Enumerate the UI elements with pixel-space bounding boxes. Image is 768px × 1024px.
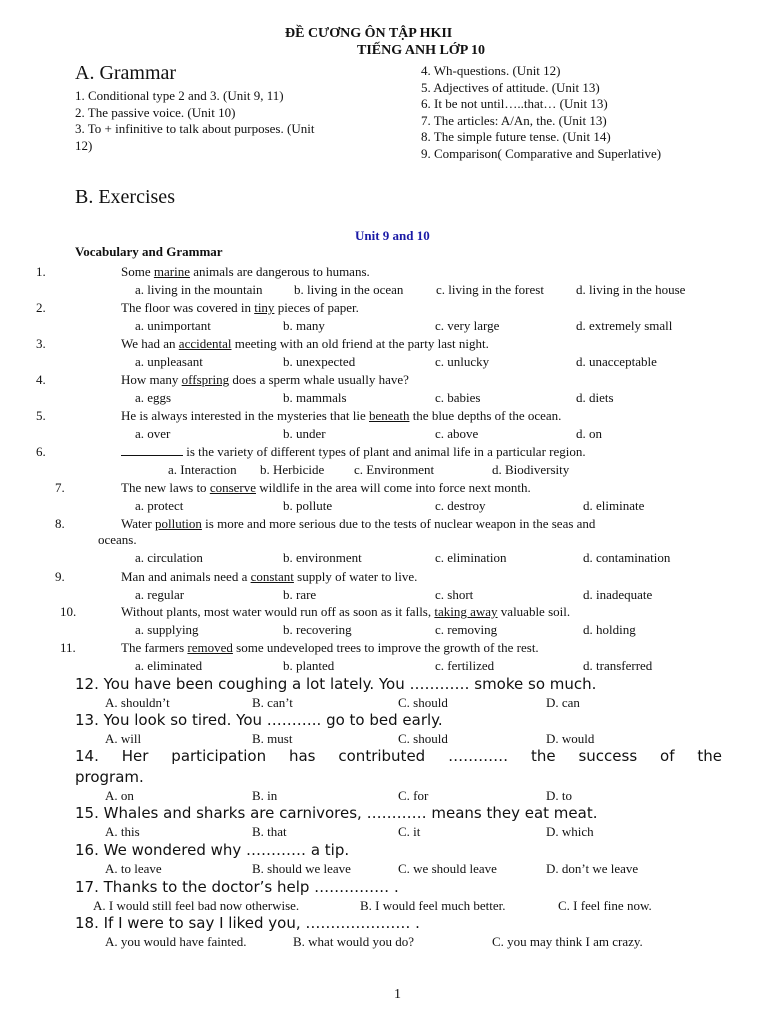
underlined-word: accidental (178, 336, 232, 351)
grammar-item: 6. It be not until…..that… (Unit 13) (421, 96, 608, 111)
question-text (121, 372, 409, 388)
question-text-pre: Some (121, 264, 154, 279)
question-number: 7. (55, 480, 65, 495)
question-text (121, 604, 570, 620)
answer-option: D. would (546, 731, 595, 746)
answer-option: d. Biodiversity (492, 462, 570, 477)
answer-option: a. living in the mountain (135, 282, 263, 297)
answer-option: a. circulation (135, 550, 203, 565)
answer-option: D. which (546, 824, 594, 839)
answer-option: b. planted (283, 658, 335, 673)
question-text-post: animals are dangerous to humans. (189, 264, 370, 279)
answer-option: b. rare (283, 587, 317, 602)
question-text: 15. Whales and sharks are carnivores, ………… means they eat meat. (75, 804, 598, 822)
question-text-pre: Without plants, most water would run off as soon as it falls, (121, 604, 435, 619)
answer-option: b. recovering (283, 622, 352, 637)
answer-option: B. can’t (252, 695, 293, 710)
question-text-post: does a sperm whale usually have? (229, 372, 409, 387)
question-text: 16. We wondered why ………… a tip. (75, 841, 350, 859)
question-text-post: meeting with an old friend at the party last night. (231, 336, 489, 351)
answer-option: A. you would have fainted. (105, 934, 247, 949)
answer-option: C. you may think I am crazy. (492, 934, 643, 949)
answer-option: d. unacceptable (576, 354, 657, 369)
answer-option: a. eliminated (135, 658, 203, 673)
grammar-item: 4. Wh-questions. (Unit 12) (421, 63, 561, 78)
answer-option: A. I would still feel bad now otherwise. (93, 898, 300, 913)
answer-option: d. extremely small (576, 318, 673, 333)
answer-option: c. fertilized (435, 658, 495, 673)
question-text (121, 264, 370, 280)
answer-option: B. that (252, 824, 287, 839)
question-text-pre: The farmers (121, 640, 188, 655)
question-text-continued: oceans. (98, 532, 137, 547)
answer-option: A. on (105, 788, 134, 803)
answer-option: a. protect (135, 498, 184, 513)
underlined-word: beneath (369, 408, 410, 423)
question-number: 1. (36, 264, 46, 279)
question-text-pre: How many (121, 372, 182, 387)
question-text (121, 408, 561, 424)
underlined-word: marine (153, 264, 190, 279)
grammar-item: 3. To + infinitive to talk about purposes. (Unit (75, 121, 315, 136)
answer-option: a. supplying (135, 622, 199, 637)
question-text: 13. You look so tired. You ……….. go to bed early. (75, 711, 443, 729)
answer-option: a. unimportant (135, 318, 211, 333)
question-text: 18. If I were to say I liked you, ………………… . (75, 914, 420, 932)
answer-blank (121, 445, 183, 456)
answer-option: b. environment (283, 550, 362, 565)
question-text-continued: program. (75, 768, 144, 786)
answer-option: A. this (105, 824, 140, 839)
question-text-post: supply of water to live. (293, 569, 418, 584)
answer-option: c. unlucky (435, 354, 490, 369)
answer-option: B. must (252, 731, 293, 746)
question-text-post: valuable soil. (497, 604, 571, 619)
question-text (121, 516, 595, 532)
question-number: 3. (36, 336, 46, 351)
exercises-section-title: B. Exercises (75, 186, 175, 208)
answer-option: b. Herbicide (260, 462, 325, 477)
underlined-word: taking away (434, 604, 498, 619)
vocab-title: Vocabulary and Grammar (75, 244, 223, 259)
answer-option: c. elimination (435, 550, 507, 565)
grammar-item: 2. The passive voice. (Unit 10) (75, 105, 236, 120)
doc-title-line2: TIẾNG ANH LỚP 10 (357, 43, 485, 58)
answer-option: D. don’t we leave (546, 861, 639, 876)
answer-option: C. should (398, 731, 448, 746)
answer-option: d. holding (583, 622, 636, 637)
question-text: 14. Her participation has contributed ………… the success of the (75, 747, 722, 765)
question-text (121, 300, 359, 316)
unit-title: Unit 9 and 10 (355, 228, 430, 243)
question-number: 11. (60, 640, 76, 655)
answer-option: d. living in the house (576, 282, 686, 297)
question-text-pre: The floor was covered in (121, 300, 255, 315)
question-number: 2. (36, 300, 46, 315)
underlined-word: pollution (154, 516, 202, 531)
page-number: 1 (394, 987, 401, 1002)
question-text-post: wildlife in the area will come into force next month. (256, 480, 531, 495)
question-text-post: pieces of paper. (274, 300, 359, 315)
underlined-word: conserve (209, 480, 257, 495)
answer-option: d. inadequate (583, 587, 653, 602)
answer-option: b. mammals (283, 390, 347, 405)
question-number: 10. (60, 604, 77, 619)
answer-option: d. contamination (583, 550, 671, 565)
grammar-item: 5. Adjectives of attitude. (Unit 13) (421, 80, 600, 95)
question-text (121, 444, 586, 460)
answer-option: c. removing (435, 622, 498, 637)
question-text-pre: Man and animals need a (121, 569, 251, 584)
answer-option: b. many (283, 318, 325, 333)
answer-option: D. can (546, 695, 580, 710)
answer-option: c. Environment (354, 462, 435, 477)
answer-option: a. unpleasant (135, 354, 203, 369)
answer-option: d. diets (576, 390, 614, 405)
question-text-post: the blue depths of the ocean. (409, 408, 562, 423)
underlined-word: tiny (254, 300, 275, 315)
question-text (121, 336, 489, 352)
answer-option: A. shouldn’t (105, 695, 170, 710)
question-number: 8. (55, 516, 65, 531)
answer-option: C. we should leave (398, 861, 497, 876)
answer-option: c. very large (435, 318, 500, 333)
answer-option: C. for (398, 788, 429, 803)
answer-option: a. eggs (135, 390, 172, 405)
answer-option: B. what would you do? (293, 934, 414, 949)
question-number: 9. (55, 569, 65, 584)
grammar-item: 7. The articles: A/An, the. (Unit 13) (421, 113, 607, 128)
question-text-pre: He is always interested in the mysteries that lie (121, 408, 370, 423)
answer-option: B. should we leave (252, 861, 351, 876)
answer-option: c. short (435, 587, 474, 602)
question-text-pre: The new laws to (121, 480, 210, 495)
question-text-pre: Water (121, 516, 155, 531)
question-text-post: is the variety of different types of plant and animal life in a particular region. (183, 444, 586, 459)
answer-option: c. above (435, 426, 479, 441)
question-text (121, 640, 539, 656)
answer-option: a. Interaction (168, 462, 237, 477)
question-text: 12. You have been coughing a lot lately. You ………… smoke so much. (75, 675, 597, 693)
question-number: 6. (36, 444, 46, 459)
answer-option: d. on (576, 426, 602, 441)
answer-option: b. living in the ocean (294, 282, 404, 297)
question-number: 5. (36, 408, 46, 423)
doc-title-line1: ĐỀ CƯƠNG ÔN TẬP HKII (285, 26, 453, 41)
grammar-item: 12) (75, 138, 93, 153)
underlined-word: offspring (181, 372, 230, 387)
grammar-item: 9. Comparison( Comparative and Superlative) (421, 146, 662, 161)
answer-option: c. babies (435, 390, 481, 405)
answer-option: d. eliminate (583, 498, 645, 513)
answer-option: a. regular (135, 587, 185, 602)
question-text (121, 480, 531, 496)
grammar-item: 1. Conditional type 2 and 3. (Unit 9, 11) (75, 88, 284, 103)
answer-option: B. I would feel much better. (360, 898, 506, 913)
answer-option: a. over (135, 426, 171, 441)
question-text-pre: We had an (121, 336, 179, 351)
answer-option: C. I feel fine now. (558, 898, 652, 913)
answer-option: C. it (398, 824, 421, 839)
answer-option: B. in (252, 788, 278, 803)
question-number: 4. (36, 372, 46, 387)
answer-option: b. under (283, 426, 326, 441)
answer-option: b. pollute (283, 498, 333, 513)
question-text (121, 569, 417, 585)
underlined-word: removed (187, 640, 233, 655)
answer-option: C. should (398, 695, 448, 710)
answer-option: A. to leave (105, 861, 162, 876)
answer-option: c. living in the forest (436, 282, 544, 297)
answer-option: b. unexpected (283, 354, 356, 369)
grammar-section-title: A. Grammar (75, 62, 177, 84)
answer-option: d. transferred (583, 658, 653, 673)
answer-option: D. to (546, 788, 572, 803)
grammar-item: 8. The simple future tense. (Unit 14) (421, 129, 611, 144)
question-text-post: some undeveloped trees to improve the growth of the rest. (232, 640, 539, 655)
question-text-post: is more and more serious due to the tests of nuclear weapon in the seas and (201, 516, 596, 531)
answer-option: A. will (105, 731, 142, 746)
answer-option: c. destroy (435, 498, 486, 513)
underlined-word: constant (250, 569, 294, 584)
question-text: 17. Thanks to the doctor’s help …………… . (75, 878, 399, 896)
